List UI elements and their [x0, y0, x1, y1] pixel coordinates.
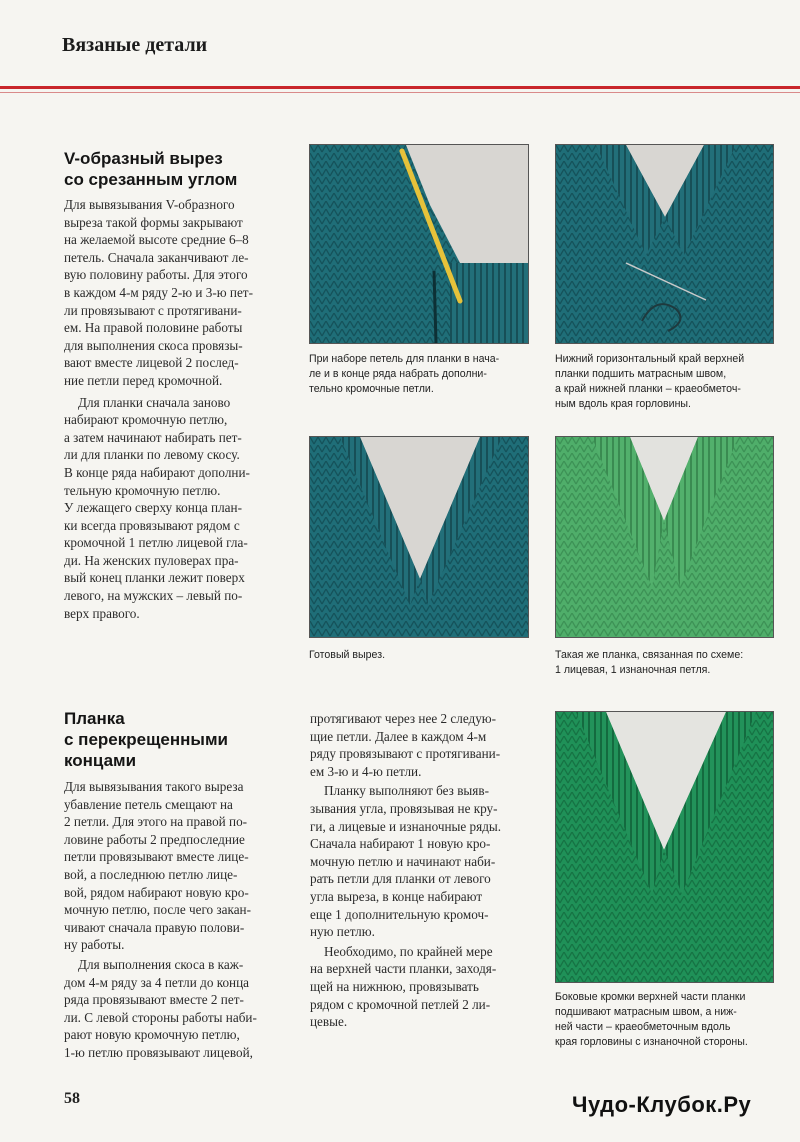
text-line: ловине работы 2 предпоследние — [64, 831, 245, 847]
caption-photo3 — [309, 648, 539, 663]
text-line: левого, на мужских – левый по- — [64, 588, 243, 604]
text-line: а затем начинают набирать пет- — [64, 429, 242, 445]
text-line: верх правого. — [64, 605, 140, 621]
photo-vneck-sewing — [555, 144, 774, 344]
section2-paragraph-5 — [310, 943, 546, 1031]
page-header-title: Вязаные детали — [62, 34, 208, 56]
text-line: щие петли. Далее в каждом 4-м — [310, 728, 487, 744]
caption-line: подшивают матрасным швом, а ниж- — [555, 1006, 737, 1018]
text-line: Планку выполняют без выяв- — [324, 783, 489, 799]
section1-title-line: V-образный вырез — [64, 149, 223, 168]
text-line: на верхней части планки, заходя- — [310, 961, 497, 977]
text-line: вают вместе лицевой 2 послед- — [64, 355, 239, 371]
caption-line: тельно кромочные петли. — [309, 383, 434, 395]
section1-paragraph-1 — [64, 196, 300, 390]
text-line: ную петлю. — [310, 924, 375, 940]
section1-body — [64, 196, 300, 622]
section2-column1 — [64, 778, 300, 1062]
caption-line: 1 лицевая, 1 изнаночная петля. — [555, 664, 711, 676]
photo-green-vneck-rib — [555, 436, 774, 638]
text-line: ем 3-ю и 4-ю петли. — [310, 763, 422, 779]
text-line: убавление петель смещают на — [64, 796, 233, 812]
text-line: ли для планки по левому скосу. — [64, 447, 240, 463]
caption-line: Готовый вырез. — [309, 649, 386, 661]
text-line: ки всегда провязывают рядом с — [64, 517, 240, 533]
text-line: еще 1 дополнительную кромоч- — [310, 906, 489, 922]
caption-line: края горловины с изнаночной стороны. — [555, 1036, 748, 1048]
text-line: Для вывязывания такого выреза — [64, 779, 244, 794]
text-line: ряда провязывают вместе 2 пет- — [64, 992, 244, 1008]
page-number: 58 — [64, 1090, 80, 1107]
caption-line: а край нижней планки – краеобметоч- — [555, 383, 741, 395]
caption-photo1 — [309, 352, 539, 397]
caption-line: ле и в конце ряда набрать дополни- — [309, 368, 487, 380]
text-line: на желаемой высоте средние 6–8 — [64, 232, 249, 248]
text-line: протягивают через нее 2 следую- — [310, 711, 497, 726]
photo-finished-vneck — [309, 436, 529, 638]
text-line: ну работы. — [64, 937, 125, 953]
text-line: 1-ю петлю провязывают лицевой, — [64, 1044, 253, 1060]
photo-needle-pickup — [309, 144, 529, 344]
caption-line: Боковые кромки верхней части планки — [555, 991, 746, 1003]
text-line: ние петли перед кромочной. — [64, 372, 223, 388]
text-line: ди. На женских пуловерах пра- — [64, 552, 239, 568]
section1-title — [64, 148, 237, 190]
section2-paragraph-4 — [310, 782, 546, 940]
section2-title — [64, 708, 228, 771]
text-line: мочную петлю, после чего закан- — [64, 902, 251, 918]
text-line: ги, а лицевые и изнаночные ряды. — [310, 818, 502, 834]
caption-line: ней части – краеобметочным вдоль — [555, 1021, 731, 1033]
text-line: ли провязывают с протягивани- — [64, 302, 242, 318]
caption-photo2 — [555, 352, 785, 412]
text-line: Для выполнения скоса в каж- — [78, 956, 244, 972]
caption-line: Такая же планка, связанная по схеме: — [555, 649, 744, 661]
text-line: тельную кромочную петлю. — [64, 482, 221, 498]
section2-paragraph-3 — [310, 710, 546, 780]
text-line: рать петли для планки от левого — [310, 871, 491, 887]
text-line: ем. На правой половине работы — [64, 320, 243, 336]
text-line: дом 4-м ряду за 4 петли до конца — [64, 974, 250, 990]
text-line: для выполнения скоса провязы- — [64, 337, 243, 353]
text-line: ли. С левой стороны работы наби- — [64, 1009, 257, 1025]
text-line: В конце ряда набирают дополни- — [64, 464, 250, 480]
text-line: петель. Сначала заканчивают ле- — [64, 249, 249, 265]
caption-line: При наборе петель для планки в нача- — [309, 353, 500, 365]
text-line: чивают сначала правую полови- — [64, 919, 245, 935]
site-watermark: Чудо-Клубок.Ру — [572, 1092, 752, 1117]
text-line: вый конец планки лежит поверх — [64, 570, 245, 586]
text-line: вой, рядом набирают новую кро- — [64, 884, 249, 900]
section1-title-line: со срезанным углом — [64, 170, 238, 189]
section2-title-line: Планка — [64, 709, 125, 728]
text-line: У лежащего сверху конца план- — [64, 500, 242, 516]
text-line: петли провязывают вместе лице- — [64, 849, 249, 865]
caption-photo4 — [555, 648, 785, 678]
text-line: Сначала набирают 1 новую кро- — [310, 836, 491, 852]
caption-photo5 — [555, 990, 785, 1050]
caption-line: Нижний горизонтальный край верхней — [555, 353, 745, 365]
header-rule — [0, 86, 800, 89]
section2-paragraph-1 — [64, 778, 300, 954]
text-line: рают новую кромочную петлю, — [64, 1027, 240, 1043]
section1-paragraph-2 — [64, 394, 300, 623]
text-line: Для вывязывания V-образного — [64, 197, 235, 212]
text-line: цевые. — [310, 1014, 348, 1030]
section2-paragraph-2 — [64, 956, 300, 1062]
text-line: в каждом 4-м ряду 2-ю и 3-ю пет- — [64, 284, 253, 300]
text-line: набирают кромочную петлю, — [64, 412, 228, 428]
text-line: выреза такой формы закрывают — [64, 214, 243, 230]
section2-column2 — [310, 710, 546, 1031]
text-line: зывания угла, провязывая не кру- — [310, 800, 498, 816]
text-line: Для планки сначала заново — [78, 394, 231, 410]
text-line: 2 петли. Для этого на правой по- — [64, 814, 248, 830]
photo-crossed-ends-vneck — [555, 711, 774, 983]
text-line: ряду провязывают с протягивани- — [310, 746, 501, 762]
text-line: угла выреза, в конце набирают — [310, 888, 483, 904]
text-line: вой, а последнюю петлю лице- — [64, 866, 238, 882]
caption-line: планки подшить матрасным швом, — [555, 368, 727, 380]
header-rule-thin — [0, 92, 800, 93]
text-line: щей на нижнюю, провязывать — [310, 978, 479, 994]
text-line: мочную петлю и начинают наби- — [310, 853, 496, 869]
section2-title-line: концами — [64, 751, 137, 770]
text-line: вую половину работы. Для этого — [64, 267, 248, 283]
text-line: Необходимо, по крайней мере — [324, 943, 493, 959]
text-line: рядом с кромочной петлей 2 ли- — [310, 996, 491, 1012]
caption-line: ным вдоль края горловины. — [555, 398, 691, 410]
text-line: кромочной 1 петлю лицевой гла- — [64, 535, 248, 551]
section2-title-line: с перекрещенными — [64, 730, 228, 749]
